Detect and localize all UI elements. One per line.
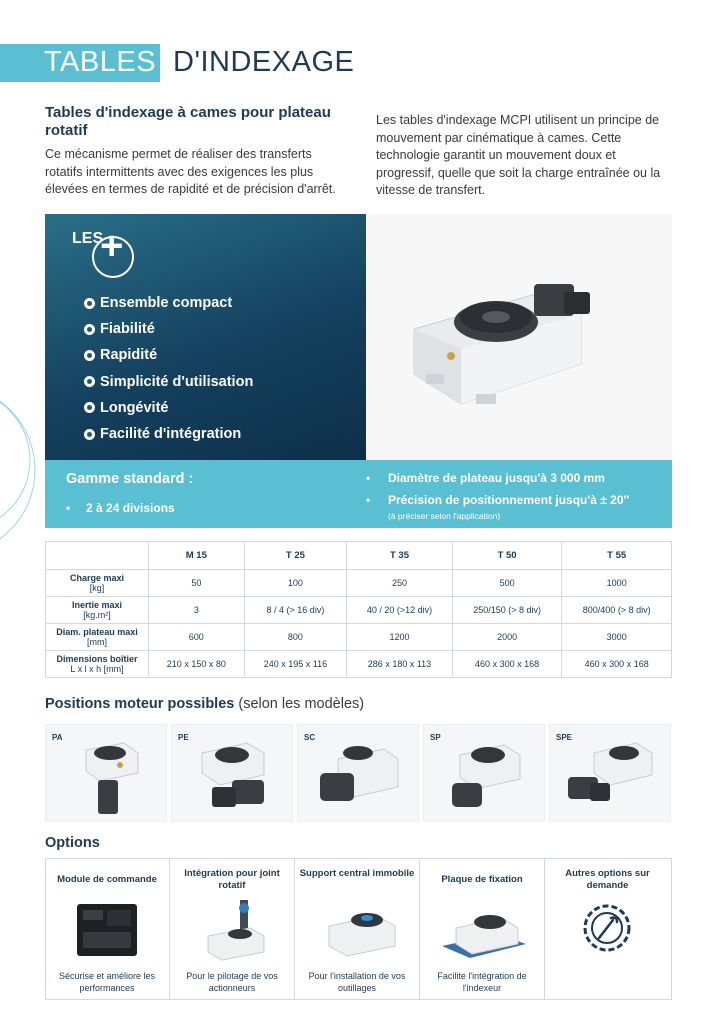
- table-cell: 1200: [347, 624, 453, 651]
- option-title: Module de commande: [57, 874, 157, 885]
- table-cell: 250: [347, 570, 453, 597]
- table-cell: 210 x 150 x 80: [149, 651, 245, 678]
- table-cell: 1000: [562, 570, 672, 597]
- row-label: Charge maxi [kg]: [46, 570, 149, 597]
- advantages-list: [84, 290, 253, 447]
- table-header-cell: T 50: [452, 542, 562, 570]
- option-rotary-joint: [170, 858, 295, 1000]
- options-title: Options: [45, 835, 100, 851]
- table-cell: 500: [452, 570, 562, 597]
- table-cell: 250/150 (> 8 div): [452, 597, 562, 624]
- intro-heading: Tables d'indexage à cames pour plateau rotatif: [45, 104, 331, 139]
- table-header-cell: T 25: [244, 542, 347, 570]
- table-cell: 460 x 300 x 168: [562, 651, 672, 678]
- option-control-module: [45, 858, 170, 1000]
- table-cell: 600: [149, 624, 245, 651]
- table-cell: 50: [149, 570, 245, 597]
- indexing-table-illustration: [366, 214, 672, 460]
- gamme-precision-note: (à préciser selon l'application): [388, 511, 501, 521]
- bullet-icon: [84, 350, 95, 361]
- option-title: Plaque de fixation: [441, 874, 523, 885]
- bullet-icon: [84, 324, 95, 335]
- bullet-icon: [84, 429, 95, 440]
- table-row: [46, 570, 672, 597]
- positions-title: Positions moteur possibles (selon les modèles): [45, 696, 365, 712]
- advantage-item: Facilité d'intégration: [84, 421, 253, 447]
- table-header-cell: M 15: [149, 542, 245, 570]
- position-tag: PE: [178, 733, 189, 742]
- row-label: Inertie maxi [kg.m²]: [46, 597, 149, 624]
- advantage-item: Ensemble compact: [84, 290, 253, 316]
- advantage-item: Simplicité d'utilisation: [84, 369, 253, 395]
- gear-wrench-icon: [555, 898, 660, 962]
- option-title: Autres options sur demande: [565, 868, 650, 891]
- bullet-icon: [84, 376, 95, 387]
- table-cell: 3000: [562, 624, 672, 651]
- motor-position-illustration: [298, 725, 420, 823]
- intro-right-text: Les tables d'indexage MCPI utilisent un principe de mouvement par cinématique à cames. Cette technologie garantit un mouvement doux et progressif, quelle que soit la charge entraînée ou la vitesse de transfert.: [376, 113, 661, 197]
- indexing-table-product-image: [366, 214, 672, 460]
- row-label: Diam. plateau maxi [mm]: [46, 624, 149, 651]
- table-cell: 2000: [452, 624, 562, 651]
- table-cell: 800/400 (> 8 div): [562, 597, 672, 624]
- option-central-support: [295, 858, 420, 1000]
- table-cell: 800: [244, 624, 347, 651]
- motor-position-illustration: [46, 725, 168, 823]
- option-description: Pour le pilotage de vos actionneurs: [186, 971, 278, 993]
- table-header-cell: T 35: [347, 542, 453, 570]
- mounting-plate-image: [430, 898, 535, 962]
- table-header-cell: [46, 542, 149, 570]
- motor-position-card: [297, 724, 419, 822]
- table-cell: 286 x 180 x 113: [347, 651, 453, 678]
- table-row: [46, 597, 672, 624]
- page-title-part2: D'INDEXAGE: [173, 46, 355, 78]
- option-other: [545, 858, 670, 1000]
- advantage-item: Longévité: [84, 395, 253, 421]
- plus-icon: +: [100, 224, 124, 268]
- motor-position-card: [45, 724, 167, 822]
- advantages-label: LES: [72, 230, 104, 247]
- table-cell: 3: [149, 597, 245, 624]
- table-row: [46, 624, 672, 651]
- central-support-image: [305, 898, 410, 962]
- table-cell: 40 / 20 (>12 div): [347, 597, 453, 624]
- position-tag: SP: [430, 733, 441, 742]
- intro-left-text: Ce mécanisme permet de réaliser des transferts rotatifs intermittents avec des exigences les plus élevées en termes de rapidité et de précision d'arrêt.: [45, 147, 336, 196]
- gamme-divisions: • 2 à 24 divisions: [66, 501, 175, 515]
- motor-position-illustration: [424, 725, 546, 823]
- row-label: Dimensions boîtier L x l x h [mm]: [46, 651, 149, 678]
- option-description: Pour l'installation de vos outillages: [308, 971, 406, 993]
- position-tag: SC: [304, 733, 316, 742]
- motor-position-card: [549, 724, 671, 822]
- option-mounting-plate: [420, 858, 545, 1000]
- gamme-title: Gamme standard :: [66, 471, 194, 487]
- position-tag: PA: [52, 733, 63, 742]
- specifications-table: [45, 541, 672, 678]
- advantage-item: Rapidité: [84, 342, 253, 368]
- control-module-image: [55, 898, 160, 962]
- table-cell: 100: [244, 570, 347, 597]
- bullet-icon: [84, 298, 95, 309]
- position-tag: SPE: [556, 733, 573, 742]
- motor-position-illustration: [172, 725, 294, 823]
- option-description: Facilite l'intégration de l'indexeur: [437, 971, 527, 993]
- table-header-row: [46, 542, 672, 570]
- table-cell: 240 x 195 x 116: [244, 651, 347, 678]
- advantage-item: Fiabilité: [84, 316, 253, 342]
- table-row: [46, 651, 672, 678]
- rotary-joint-image: [180, 898, 285, 962]
- motor-position-card: [423, 724, 545, 822]
- motor-position-card: [171, 724, 293, 822]
- gamme-diameter: • Diamètre de plateau jusqu'à 3 000 mm: [366, 471, 605, 485]
- option-title: Intégration pour joint rotatif: [184, 868, 280, 891]
- option-title: Support central immobile: [299, 868, 415, 879]
- table-header-cell: T 55: [562, 542, 672, 570]
- table-cell: 8 / 4 (> 16 div): [244, 597, 347, 624]
- option-description: Sécurise et améliore les performances: [58, 971, 156, 993]
- gamme-precision: • Précision de positionnement jusqu'à ± 20'': [366, 493, 630, 507]
- bullet-icon: [84, 402, 95, 413]
- table-cell: 460 x 300 x 168: [452, 651, 562, 678]
- page-title-part1: TABLES: [44, 46, 157, 78]
